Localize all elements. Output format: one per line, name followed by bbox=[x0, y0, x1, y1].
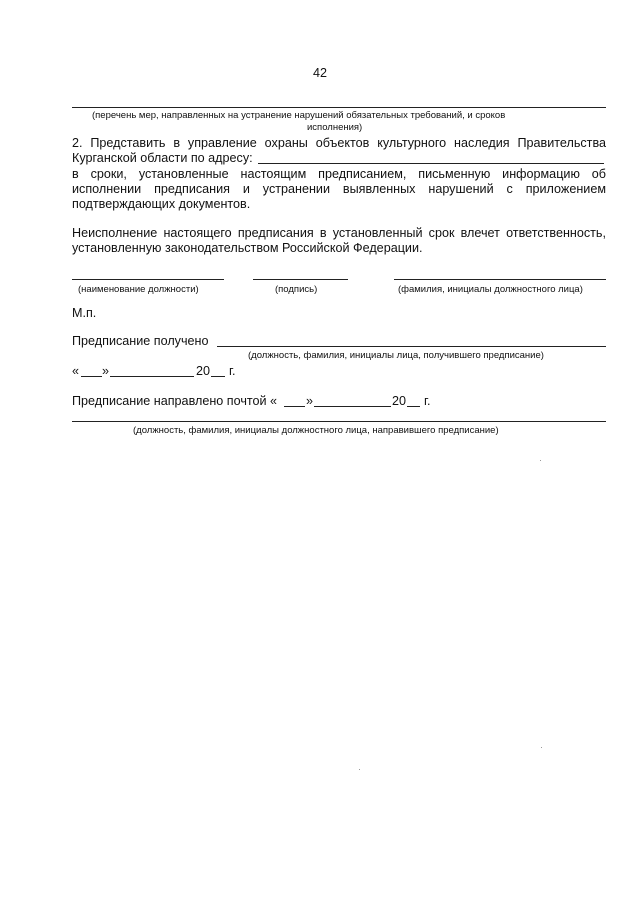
sig-signature-label: (подпись) bbox=[275, 284, 318, 295]
scan-speck bbox=[359, 769, 360, 770]
sent-close-quote: » bbox=[306, 394, 314, 408]
received-line bbox=[217, 346, 606, 347]
point2-line5: подтверждающих документов. bbox=[72, 197, 251, 211]
sig-position-label: (наименование должности) bbox=[78, 284, 199, 295]
scan-speck bbox=[540, 460, 541, 461]
sent-day-line bbox=[284, 406, 305, 407]
date-year-line bbox=[211, 376, 225, 377]
address-line bbox=[258, 163, 604, 164]
point2-line1: 2. Представить в управление охраны объектов культурного наследия Правительства bbox=[72, 136, 606, 150]
sig-name-label: (фамилия, инициалы должностного лица) bbox=[398, 284, 583, 295]
sig-signature-line bbox=[253, 279, 348, 280]
date-month-line bbox=[110, 376, 194, 377]
measures-caption-2: исполнения) bbox=[307, 122, 363, 133]
date-open-quote: « bbox=[72, 364, 80, 378]
sig-name-line bbox=[394, 279, 606, 280]
date-year: 20 bbox=[196, 364, 211, 378]
date-suffix: г. bbox=[229, 364, 236, 378]
date-close-quote: » bbox=[102, 364, 110, 378]
point2-line4: исполнении предписания и устранении выявленных нарушений с приложением bbox=[72, 182, 606, 196]
stamp-label: М.п. bbox=[72, 306, 97, 320]
sent-label: Предписание направлено почтой « bbox=[72, 394, 278, 408]
received-caption: (должность, фамилия, инициалы лица, получившего предписание) bbox=[248, 350, 544, 361]
sent-official-line bbox=[72, 421, 606, 422]
sent-year: 20 bbox=[392, 394, 407, 408]
measures-line bbox=[72, 107, 606, 108]
page-number: 42 bbox=[313, 66, 328, 80]
sent-suffix: г. bbox=[424, 394, 431, 408]
liability-line2: установленную законодательством Российской Федерации. bbox=[72, 241, 423, 255]
liability-line1: Неисполнение настоящего предписания в установленный срок влечет ответственность, bbox=[72, 226, 606, 240]
sig-position-line bbox=[72, 279, 224, 280]
received-label: Предписание получено bbox=[72, 334, 209, 348]
measures-caption: (перечень мер, направленных на устранение нарушений обязательных требований, и сроков bbox=[92, 110, 506, 121]
sent-month-line bbox=[314, 406, 391, 407]
sent-year-line bbox=[407, 406, 420, 407]
scan-speck bbox=[541, 747, 542, 748]
point2-line3: в сроки, установленные настоящим предписанием, письменную информацию об bbox=[72, 167, 606, 181]
sent-caption: (должность, фамилия, инициалы должностного лица, направившего предписание) bbox=[133, 425, 499, 436]
point2-line2: Курганской области по адресу: bbox=[72, 151, 253, 165]
date-day-line bbox=[81, 376, 102, 377]
